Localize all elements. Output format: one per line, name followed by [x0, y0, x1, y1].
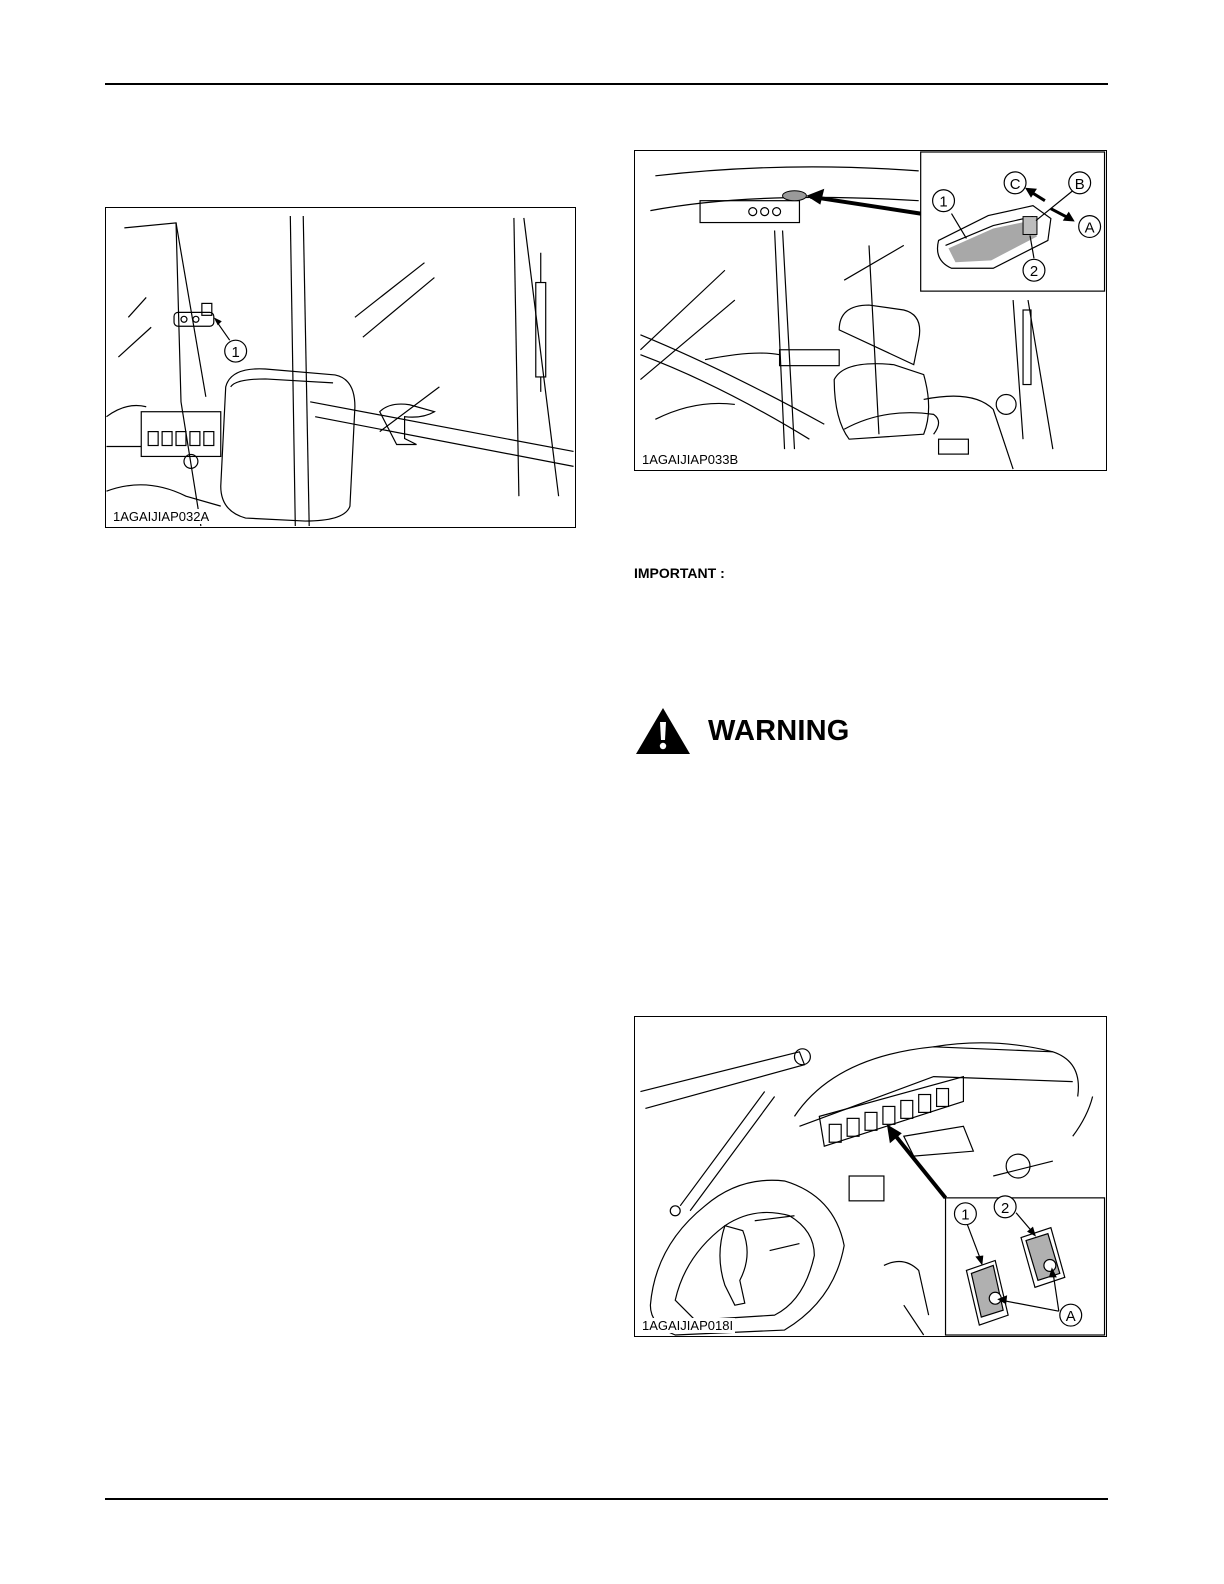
- warning-heading: [634, 706, 850, 756]
- svg-text:B: B: [1074, 176, 1085, 193]
- figure-interior-light: [634, 150, 1107, 471]
- header-rule: [105, 83, 1108, 85]
- important-heading: IMPORTANT :: [634, 565, 725, 581]
- svg-text:A: A: [1065, 1309, 1076, 1326]
- svg-text:C: C: [1009, 176, 1021, 193]
- figure-rear-window-latch: [105, 207, 576, 528]
- interior-light-illustration: [635, 151, 1106, 470]
- warning-triangle-icon: [634, 706, 692, 756]
- svg-text:1: 1: [231, 345, 240, 362]
- figure-code: 1AGAIJIAP033B: [642, 452, 739, 467]
- figure-switch-panel: [634, 1016, 1107, 1337]
- svg-text:2: 2: [1001, 1200, 1010, 1217]
- svg-text:1: 1: [939, 194, 948, 211]
- footer-rule: [105, 1498, 1108, 1500]
- warning-label: WARNING: [708, 714, 850, 747]
- figure-code: 1AGAIJIAP032A: [113, 509, 210, 524]
- callout-1: [214, 317, 247, 362]
- rear-window-illustration: [106, 208, 575, 527]
- switch-panel-illustration: [635, 1017, 1106, 1336]
- figure-code: 1AGAIJIAP018I: [642, 1318, 734, 1333]
- svg-text:A: A: [1084, 220, 1095, 237]
- svg-text:1: 1: [961, 1207, 970, 1224]
- svg-text:2: 2: [1029, 264, 1039, 281]
